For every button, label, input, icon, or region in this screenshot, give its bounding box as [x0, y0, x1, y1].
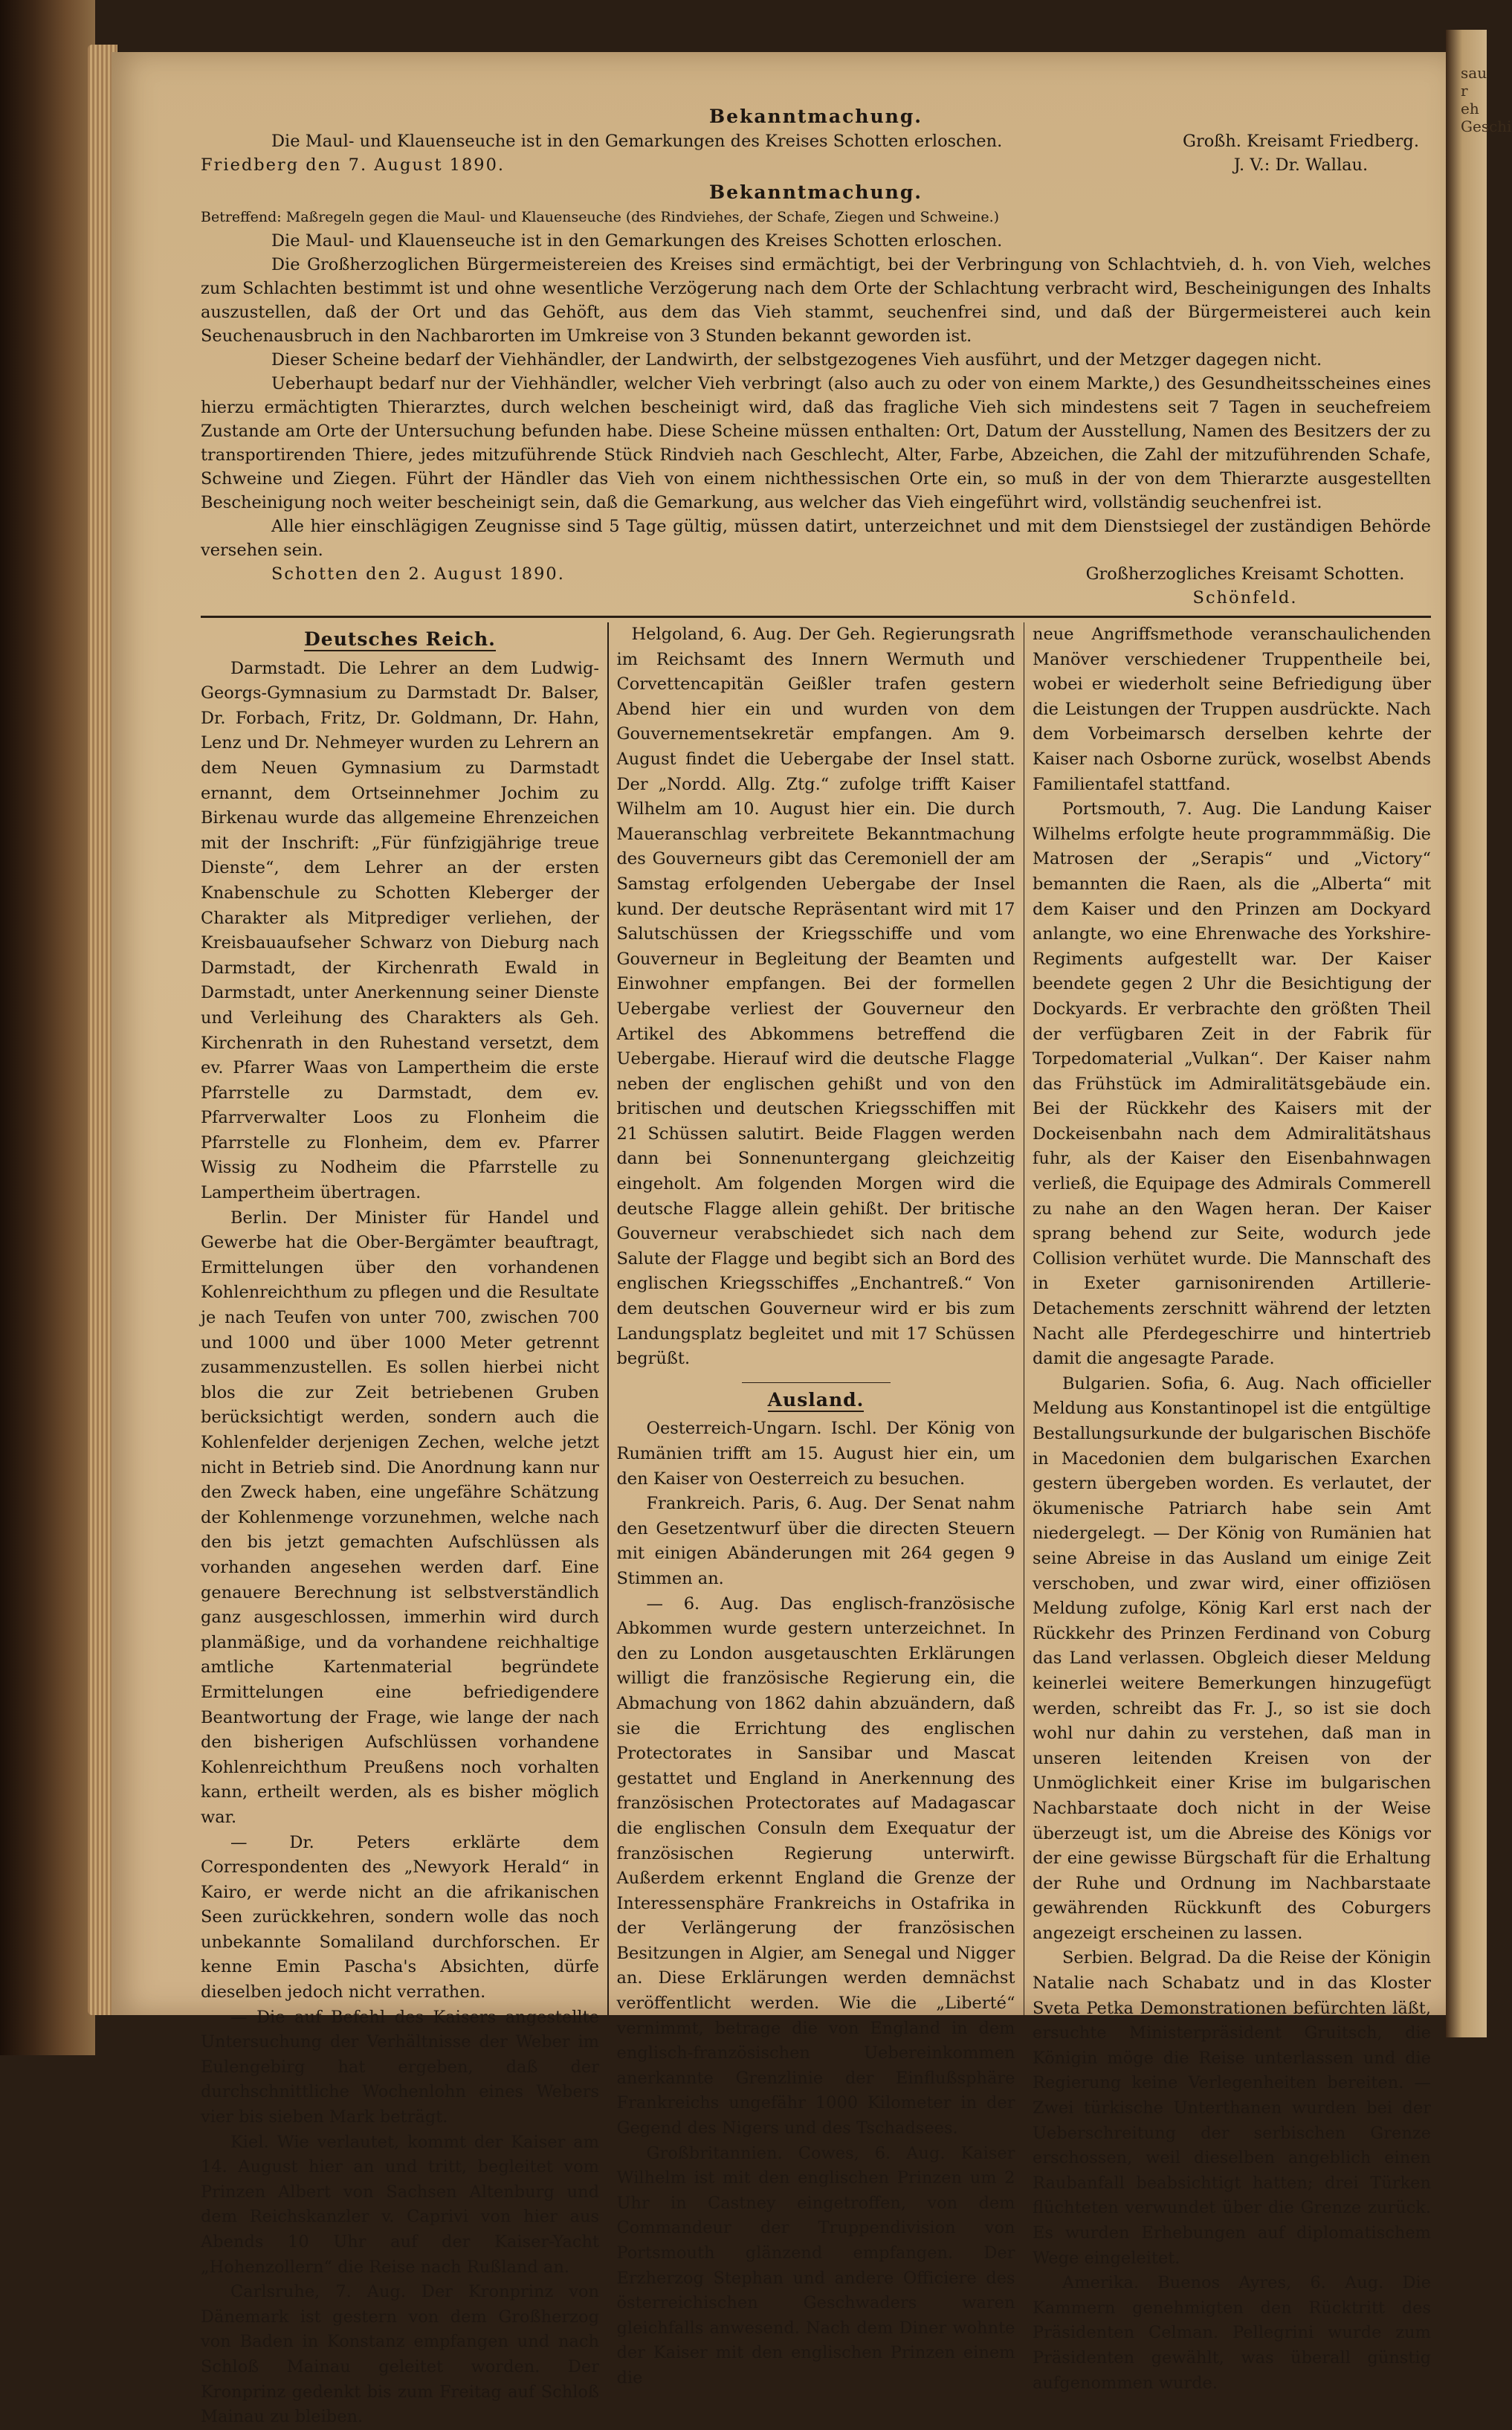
news-item: Oesterreich-Ungarn. Ischl. Der König von Rumänien trifft am 15. August hier ein, um den Kaiser von Oesterreich zu besuchen. — [616, 1419, 1015, 1489]
news-item: Helgoland, 6. Aug. Der Geh. Regierungsrath im Reichsamt des Innern Wermuth und Corvettencapitän Geißler trafen gestern Abend hier ein und wurden von dem Gouvernementsekretär empfangen. Am 9. August findet die Uebergabe der Insel statt. Der „Nordd. Allg. Ztg.“ zufolge trifft Kaiser Wilhelm am 10. August hier ein. Die durch Maueranschlag verbreitete Bekanntmachung des Gouverneurs gibt das Ceremoniell der am Samstag erfolgenden Uebergabe der Insel kund. Der deutsche Repräsentant wird mit 17 Salutschüssen der Kriegsschiffe und vom Gouverneur in Begleitung der Beamten und Einwohner empfangen. Bei der formellen Uebergabe verliest der Gouverneur den Artikel des Abkommens betreffend die Uebergabe. Hierauf wird die deutsche Flagge neben der englischen gehißt und von den britischen und deutschen Kriegsschiffen mit 21 Schüssen salutirt. Beide Flaggen werden dann bei Sonnenuntergang gleichzeitig eingeholt. Am folgenden Morgen wird die deutsche Flagge allein gehißt. Der britische Gouverneur verabschiedet sich nach dem Salute der Flagge und begibt sich an Bord des englischen Kriegsschiffes „Enchantreß.“ Von dem deutschen Gouverneur wird er bis zum Landungsplatz begleitet und mit 17 Schüssen begrüßt. — [616, 625, 1015, 1369]
notice-heading: Bekanntmachung. — [708, 106, 923, 127]
news-item: Carlsruhe, 7. Aug. Der Kronprinz von Dänemark ist gestern von dem Großherzog von Baden in Konstanz empfangen und nach Schloß Mainau geleitet worden. Der Kronprinz gedenkt bis zum Freitag auf Schloß Mainau zu bleiben. — [201, 2282, 599, 2427]
notice-paragraph: Dieser Scheine bedarf der Viehhändler, der Landwirth, der selbstgezogenes Vieh ausführt, und der Metzger dagegen nicht. — [271, 350, 1322, 370]
notice-schotten — [201, 180, 1431, 610]
notice-text: Die Maul- und Klauenseuche ist in den Gemarkungen des Kreises Schotten erloschen. — [271, 132, 1003, 151]
notice-paragraph: Die Maul- und Klauenseuche ist in den Gemarkungen des Kreises Schotten erloschen. — [271, 231, 1003, 251]
notice-paragraph: Die Großherzoglichen Bürgermeistereien des Kreises sind ermächtigt, bei der Verbringung von Schlachtvieh, d. h. von Vieh, welches zum Schlachten bestimmt ist und ohne wesentliche Verzögerung nach dem Orte der Schlachtung verbracht wird, Bescheinigungen des Inhalts auszustellen, daß der Ort und das Gehöft, aus dem das Vieh stammt, seuchenfrei sind, und daß der Bürgermeisterei auch kein Seuchenausbruch in den Nachbarorten im Umkreise von 3 Stunden bekannt geworden ist. — [201, 255, 1431, 346]
notice-subject: Betreffend: Maßregeln gegen die Maul- und Klauenseuche (des Rindviehes, der Schafe, Ziegen und Schweine.) — [201, 209, 1000, 225]
notice-paragraph: Ueberhaupt bedarf nur der Viehhändler, welcher Vieh verbringt (also auch zu oder von einem Markte,) des Gesundheitsscheines eines hierzu ermächtigten Thierarztes, durch welchen bescheinigt wird, daß das fragliche Vieh sich mindestens seit 7 Tagen in seuchefreiem Zustande am Orte der Untersuchung befunden habe. Diese Scheine müssen enthalten: Ort, Datum der Ausstellung, Namen des Besitzers der zu transportirenden Thiere, jedes mitzuführende Stück Rindvieh nach Geschlecht, Alter, Farbe, Abzeichen, die Zahl der mitzuführenden Schafe, Schweine und Ziegen. Führt der Händler das Vieh von einem nichthessischen Orte ein, so muß in der von dem Thierarzte ausgestellten Bescheinigung noch weiter bescheinigt sein, daß die Gemarkung, aus welcher das Vieh eingeführt wird, vollständig seuchenfrei ist. — [201, 374, 1431, 512]
news-item: — Die auf Befehl des Kaisers angestellte Untersuchung der Verhältnisse der Weber im Eulengebirg hat ergeben, daß der durchschnittliche Wochenlohn eines Webers vier bis sieben Mark beträgt. — [201, 2007, 599, 2127]
column-2 — [617, 622, 1015, 2430]
news-item: Großbritannien. Cowes, 6. Aug. Kaiser Wilhelm ist mit den englischen Prinzen um 2 Uhr in Castney eingetroffen, von dem Commandeur der Truppendivision von Portsmouth glänzend empfangen. Der Erzherzog Stephan und andere Officiere des österreichischen Geschwaders waren gleichfalls anwesend. Nach dem Diner wohnte der Kaiser mit den englischen Prinzen einem die — [616, 2143, 1015, 2388]
notice-authority: Großh. Kreisamt Friedberg. — [1183, 132, 1419, 151]
section-divider — [201, 616, 1431, 618]
news-item: — Dr. Peters erklärte dem Correspondenten des „Newyork Herald“ in Kairo, er werde nicht an die afrikanischen Seen zurückkehren, sondern wolle das noch unbekannte Somaliland durchforschen. Er kenne Emin Pascha's Absichten, dürfe dieselben jedoch nicht verrathen. — [201, 1832, 599, 2002]
notice-heading: Bekanntmachung. — [708, 181, 923, 203]
column-rule — [607, 622, 609, 2430]
news-columns — [201, 622, 1431, 2430]
notice-authority: Großherzogliches Kreisamt Schotten. — [1085, 564, 1405, 584]
section-heading-deutsches-reich: Deutsches Reich. — [304, 628, 496, 650]
newspaper-page — [112, 52, 1446, 2427]
news-item: Bulgarien. Sofia, 6. Aug. Nach officieller Meldung aus Konstantinopel ist die entgültige Bestallungsurkunde der bulgarischen Bischöfe in Macedonien dem bulgarischen Exarchen gestern übergeben worden. Es verlautet, der ökumenische Patriarch habe sein Amt niedergelegt. — Der König von Rumänien hat seine Abreise in das Ausland um einige Zeit verschoben, und zwar wird, einer offiziösen Meldung zufolge, König Karl erst nach der Rückkehr des Prinzen Ferdinand von Coburg das Land verlassen. Obgleich dieser Meldung keinerlei weitere Bemerkungen hinzugefügt werden, schreibt das Fr. J., so ist sie doch wohl nur dahin zu verstehen, daß man in unseren leitenden Kreisen von der Unmöglichkeit einer Krise im bulgarischen Nachbarstaate doch nicht in der Weise überzeugt ist, um die Abreise des Königs vor der eine gewisse Bürgschaft für die Erhaltung der Ruhe und Ordnung im Nachbarstaate gewährenden Rückkunft des Coburgers angezeigt erscheinen zu lassen. — [1033, 1373, 1431, 1943]
news-item: Darmstadt. Die Lehrer an dem Ludwig-Georgs-Gymnasium zu Darmstadt Dr. Balser, Dr. Forbach, Fritz, Dr. Goldmann, Dr. Hahn, Lenz und Dr. Nehmeyer wurden zu Lehrern an dem Neuen Gymnasium zu Darmstadt ernannt, dem Ortseinnehmer Jochim zu Birkenau wurde das allgemeine Ehrenzeichen mit der Inschrift: „Für fünfzigjährige treue Dienste“, dem Lehrer an der ersten Knabenschule zu Schotten Kleberger der Charakter als Mitprediger verliehen, der Kreisbauaufseher Schwarz von Dieburg nach Darmstadt, der Kirchenrath Ewald in Darmstadt, unter Anerkennung seiner Dienste und Verleihung des Charakters als Geh. Kirchenrath in den Ruhestand versetzt, dem ev. Pfarrer Waas von Lampertheim die erste Pfarrstelle zu Darmstadt, dem ev. Pfarrverwalter Loos zu Flonheim die Pfarrstelle zu Flonheim, dem ev. Pfarrer Wissig zu Nodheim die Pfarrstelle zu Lampertheim übertragen. — [201, 658, 599, 1203]
notice-place-date: Schotten den 2. August 1890. — [271, 564, 565, 584]
section-heading-ausland: Ausland. — [767, 1388, 865, 1411]
next-page-edge — [1446, 30, 1512, 2037]
notice-signer: Schönfeld. — [1192, 588, 1298, 608]
notice-place-date: Friedberg den 7. August 1890. — [201, 155, 505, 175]
column-3 — [1033, 622, 1431, 2430]
page-content — [201, 104, 1431, 2430]
news-item: Frankreich. Paris, 6. Aug. Der Senat nahm den Gesetzentwurf über die directen Steuern mit einigen Abänderungen mit 264 gegen 9 Stimmen an. — [616, 1494, 1015, 1588]
notice-signer: J. V.: Dr. Wallau. — [1233, 155, 1369, 175]
news-item: — 6. Aug. Das englisch-französische Abkommen wurde gestern unterzeichnet. In den zu London ausgetauschten Erklärungen willigt die französische Regierung ein, die Abmachung von 1862 dahin abzuändern, daß sie die Errichtung des englischen Protectorates in Sansibar und Mascat gestattet und England in Anerkennung des französischen Protectorates auf Madagascar die englischen Consuln dem Exequatur der französischen Regierung unterwirft. Außerdem erkennt England die Grenze der Interessensphäre Frankreichs in Ostafrika in der Verlängerung der französischen Besitzungen in Algier, am Senegal und Nigger an. Diese Erklärungen werden demnächst veröffentlicht werden. Wie die „Liberté“ vernimmt, betrage die von England in dem englisch-französischen Uebereinkommen anerkannte Grenzlinie der Einflußsphäre Frankreichs ungefähr 1000 Kilometer in der Gegend des Nigers und des Tschadsees. — [616, 1593, 1015, 2139]
news-item: Serbien. Belgrad. Da die Reise der Königin Natalie nach Schabatz und in das Kloster Sveta Petka Demonstrationen befürchten läßt, ersuchte Ministerpräsident Gruitsch, die Königin möge die Reise unterlassen und die Regierung keine Verlegenheiten bereiten. — Zwei türkische Unterthanen wurden bei der Ueberschreitung der serbischen Grenze erschossen, weil dieselben angeblich einen Raubanfall beabsichtigt hatten; drei Türken flüchteten verwundet über die Grenze zurück. Es wurden Erhebungen auf diplomatischem Wege eingeleitet. — [1033, 1948, 1431, 2268]
news-item: Amerika. Buenos Ayres, 6. Aug. Die Kammern genehmigten den Rücktritt des Präsidenten Celman. Pellegrini wurde zum Präsidenten gewählt, was überall günstig aufgenommen wurde. — [1033, 2273, 1431, 2393]
notice-friedberg — [201, 104, 1431, 177]
next-page-fragment: sau r eh Geschi — [1461, 64, 1512, 135]
news-item: neue Angriffsmethode veranschaulichenden Manöver verschiedener Truppentheile bei, wobei er wiederholt seine Befriedigung über die Leistungen der Truppen ausdrückte. Nach dem Vorbeimarsch derselben kehrte der Kaiser nach Osborne zurück, woselbst Abends Familientafel stattfand. — [1033, 625, 1431, 794]
book-spine — [0, 0, 95, 2055]
column-rule — [1024, 622, 1025, 2430]
column-1 — [201, 622, 599, 2430]
news-item: Portsmouth, 7. Aug. Die Landung Kaiser Wilhelms erfolgte heute programmmäßig. Die Matrosen der „Serapis“ und „Victory“ bemannten die Raen, als die „Alberta“ mit dem Kaiser und den Prinzen am Dockyard anlangte, wo eine Ehrenwache des Yorkshire-Regiments aufgestellt war. Der Kaiser beendete gegen 2 Uhr die Besichtigung der Dockyards. Er verbrachte den größten Theil der verfügbaren Zeit in der Fabrik für Torpedomaterial „Vulkan“. Der Kaiser nahm das Frühstück im Admiralitätsgebäude ein. Bei der Rückkehr des Kaisers mit der Dockeisenbahn nach dem Admiralitätshaus fuhr, als der Kaiser den Eisenbahnwagen verließ, die Equipage des Admirals Commerell zu nahe an den Wagen heran. Der Kaiser sprang behend zur Seite, wodurch jede Collision verhütet wurde. Die Mannschaft des in Exeter garnisonirenden Artillerie-Detachements zerschnitt während der letzten Nacht alle Pferdegeschirre und hintertrieb damit die angesagte Parade. — [1033, 799, 1431, 1369]
news-item: Kiel. Wie verlautet, kommt der Kaiser am 14. August hier an und tritt, begleitet vom Prinzen Albert von Sachsen Altenburg und dem Reichskanzler v. Caprivi von hier aus Abends 10 Uhr auf der Kaiser-Yacht „Hohenzollern“ die Reise nach Rußland an. — [201, 2132, 599, 2277]
short-rule — [742, 1382, 891, 1383]
notice-paragraph: Alle hier einschlägigen Zeugnisse sind 5 Tage gültig, müssen datirt, unterzeichnet und mit dem Dienstsiegel der zuständigen Behörde versehen sein. — [201, 517, 1431, 560]
news-item: Berlin. Der Minister für Handel und Gewerbe hat die Ober-Bergämter beauftragt, Ermittelungen über den vorhandenen Kohlenreichthum zu pflegen und die Resultate je nach Teufen von unter 700, zwischen 700 und 1000 und über 1000 Meter getrennt zusammenzustellen. Es sollen hierbei nicht blos die zur Zeit betriebenen Gruben berücksichtigt werden, sondern auch die Kohlenfelder derjenigen Zechen, welche jetzt nicht in Betrieb sind. Die Anordnung kann nur den Zweck haben, eine ungefähre Schätzung der Kohlenmenge vorzunehmen, welche nach den bis jetzt gemachten Aufschlüssen als vorhanden angesehen werden darf. Eine genauere Berechnung ist selbstverständlich ganz ausgeschlossen, immerhin wird durch planmäßige, und da vorhandene reichhaltige amtliche Kartenmaterial begründete Ermittelungen eine befriedigendere Beantwortung der Frage, wie lange der nach den bisherigen Aufschlüssen vorhandene Kohlenreichthum Preußens noch vorhalten kann, ertheilt werden, als es bisher möglich war. — [201, 1208, 599, 1827]
